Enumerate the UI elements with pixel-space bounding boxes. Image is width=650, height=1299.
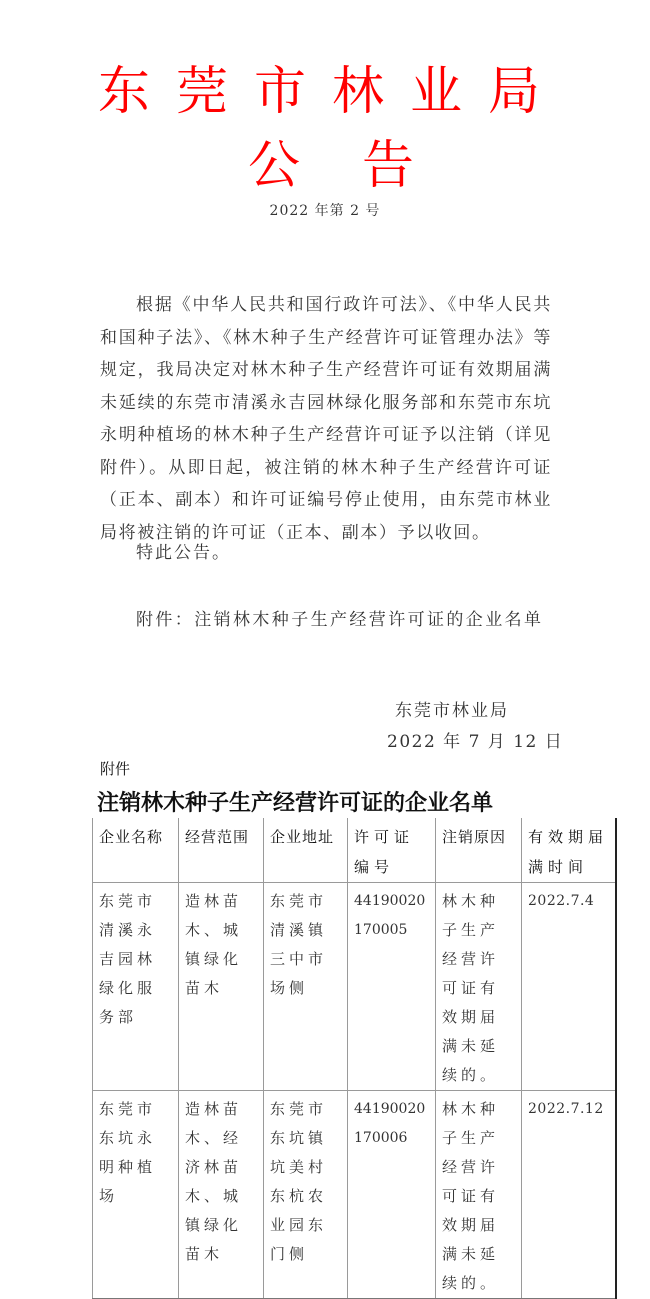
org-title: 东莞市林业局 [98,62,567,122]
cell-cancel-reason: 林木种子生产经营许可证有效期届满未延续的。 [436,1091,522,1299]
table-row [93,883,616,1091]
document-number: 2022 年第 2 号 [269,203,381,219]
license-table [92,818,617,1299]
closing-statement: 特此公告。 [136,543,231,563]
cell-license-number: 44190020170006 [348,1091,436,1299]
table-header-row [93,818,616,883]
signature-date: 2022 年 7 月 12 日 [387,732,564,752]
cell-company-name: 东莞市清溪永吉园林绿化服务部 [93,883,179,1091]
header-company-address: 企业地址 [264,818,348,883]
cell-license-number: 44190020170005 [348,883,436,1091]
notice-title: 公告 [248,136,477,196]
cell-company-address: 东莞市清溪镇三中市场侧 [264,883,348,1091]
main-paragraph: 根据《中华人民共和国行政许可法》、《中华人民共和国种子法》、《林木种子生产经营许可证管理办法》等规定，我局决定对林木种子生产经营许可证有效期届满未延续的东莞市清溪永吉园林绿化服务部和东莞市东坑永明种植场的林木种子生产经营许可证予以注销（详见附件）。从即日起，被注销的林木种子生产经营许可证（正本、副本）和许可证编号停止使用，由东莞市林业局将被注销的许可证（正本、副本）予以收回。 [100,295,552,543]
cell-business-scope: 造林苗木、经济林苗木、城镇绿化苗木 [179,1091,264,1299]
table-row [93,1091,616,1299]
header-license-number: 许可证编号 [348,818,436,883]
header-business-scope: 经营范围 [179,818,264,883]
signature-organization: 东莞市林业局 [395,701,509,721]
cell-expiry-date: 2022.7.4 [522,883,616,1091]
attachment-label: 附件 [100,760,131,778]
header-company-name: 企业名称 [93,818,179,883]
attachment-reference: 附件：注销林木种子生产经营许可证的企业名单 [136,610,544,630]
attachment-title: 注销林木种子生产经营许可证的企业名单 [97,790,494,816]
header-cancel-reason: 注销原因 [436,818,522,883]
cell-company-name: 东莞市东坑永明种植场 [93,1091,179,1299]
cell-cancel-reason: 林木种子生产经营许可证有效期届满未延续的。 [436,883,522,1091]
cell-business-scope: 造林苗木、城镇绿化苗木 [179,883,264,1091]
cell-expiry-date: 2022.7.12 [522,1091,616,1299]
header-expiry-date: 有效期届满时间 [522,818,616,883]
cell-company-address: 东莞市东坑镇坑美村东杭农业园东门侧 [264,1091,348,1299]
